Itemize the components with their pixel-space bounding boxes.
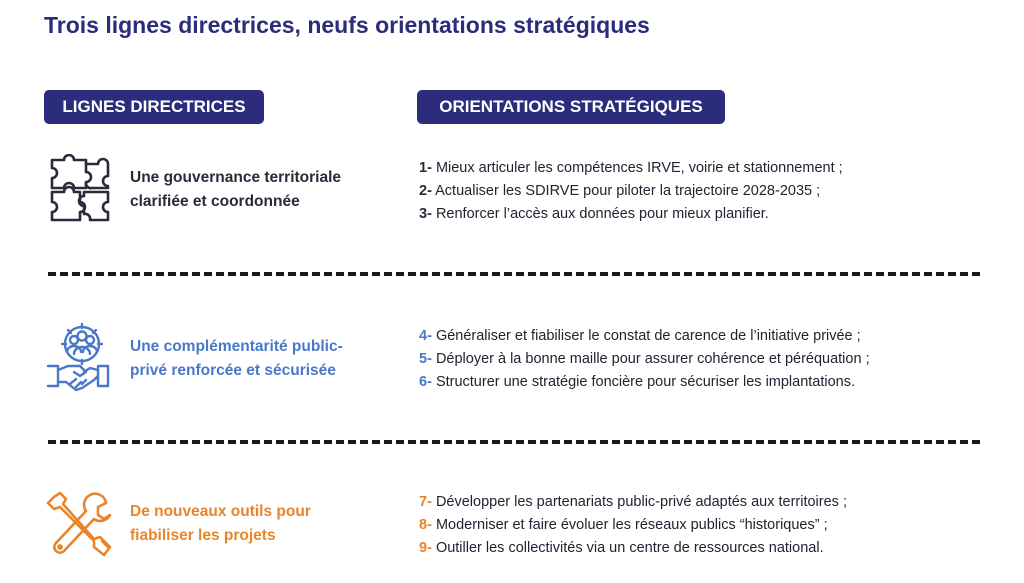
section-outils [0,487,1024,577]
orientation-list [419,157,843,226]
section-divider [48,272,980,276]
section-label: De nouveaux outils pour fiabiliser les projets [130,503,311,544]
list-item: 2- Actualiser les SDIRVE pour piloter la trajectoire 2028-2035 ; [419,183,821,199]
list-item: 4- Généraliser et fiabiliser le constat de carence de l’initiative privée ; [419,328,861,344]
tools-icon [46,489,114,561]
header-orientations-strategiques: ORIENTATIONS STRATÉGIQUES [417,90,725,124]
section-divider [48,440,980,444]
list-item: 6- Structurer une stratégie foncière pour sécuriser les implantations. [419,374,856,390]
orientation-list [419,491,847,560]
list-item: 1- Mieux articuler les compétences IRVE, voirie et stationnement ; [419,160,843,176]
list-item: 3- Renforcer l’accès aux données pour mieux planifier. [419,206,769,222]
list-item: 7- Développer les partenariats public-privé adaptés aux territoires ; [419,494,847,510]
orientation-list [419,325,870,394]
section-gouvernance [0,150,1024,240]
header-lignes-directrices: LIGNES DIRECTRICES [44,90,264,124]
page-title: Trois lignes directrices, neufs orientations stratégiques [44,12,650,38]
handshake-gear-icon [46,322,114,394]
section-label: Une gouvernance territoriale clarifiée et coordonnée [130,169,342,210]
list-item: 5- Déployer à la bonne maille pour assurer cohérence et péréquation ; [419,351,870,367]
puzzle-icon [46,154,114,226]
list-item: 9- Outiller les collectivités via un centre de ressources national. [419,540,824,556]
section-complementarite [0,320,1024,410]
list-item: 8- Moderniser et faire évoluer les réseaux publics “historiques” ; [419,517,828,533]
section-label: Une complémentarité public- privé renforcée et sécurisée [130,338,343,379]
